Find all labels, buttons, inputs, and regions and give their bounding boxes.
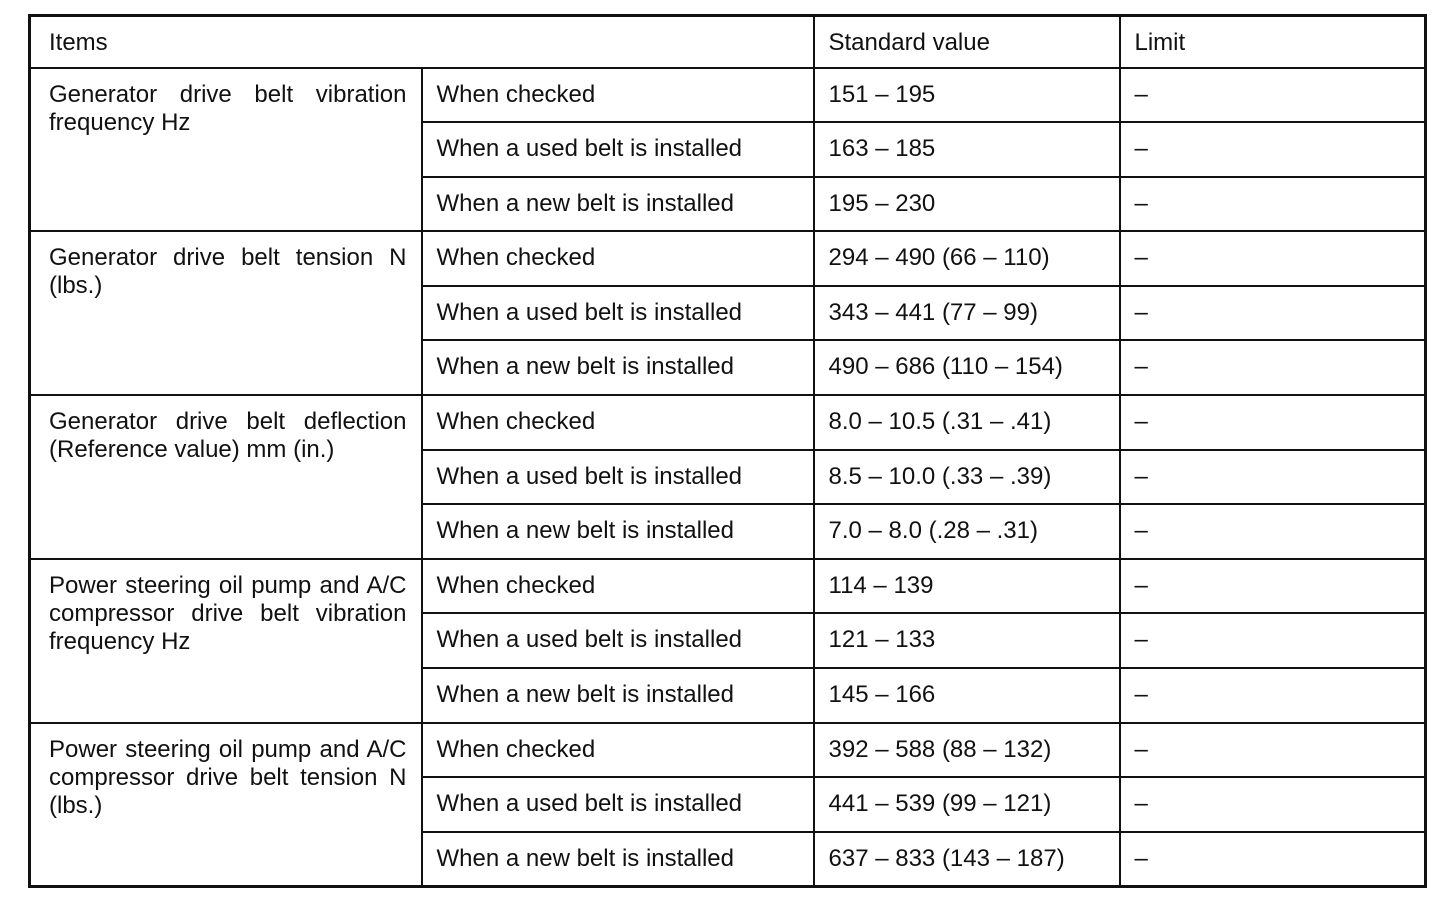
standard-value-cell: 7.0 – 8.0 (.28 – .31) <box>814 504 1120 559</box>
standard-value-cell: 392 – 588 (88 – 132) <box>814 723 1120 778</box>
condition-cell: When a new belt is installed <box>422 340 814 395</box>
limit-cell: – <box>1120 122 1426 177</box>
condition-cell: When a used belt is installed <box>422 777 814 832</box>
table-header-row <box>30 16 1426 68</box>
condition-cell: When a used belt is installed <box>422 122 814 177</box>
limit-cell: – <box>1120 559 1426 614</box>
table-row <box>30 395 1426 450</box>
limit-cell: – <box>1120 177 1426 232</box>
standard-value-cell: 163 – 185 <box>814 122 1120 177</box>
condition-cell: When a new belt is installed <box>422 177 814 232</box>
limit-cell: – <box>1120 395 1426 450</box>
standard-value-cell: 145 – 166 <box>814 668 1120 723</box>
standard-value-cell: 441 – 539 (99 – 121) <box>814 777 1120 832</box>
limit-cell: – <box>1120 832 1426 887</box>
condition-cell: When a new belt is installed <box>422 668 814 723</box>
item-name-cell: Generator drive belt deflection (Reference value) mm (in.) <box>30 395 422 559</box>
standard-value-cell: 195 – 230 <box>814 177 1120 232</box>
condition-cell: When a used belt is installed <box>422 450 814 505</box>
limit-header: Limit <box>1120 16 1426 68</box>
standard-value-cell: 8.0 – 10.5 (.31 – .41) <box>814 395 1120 450</box>
condition-cell: When a new belt is installed <box>422 504 814 559</box>
limit-cell: – <box>1120 286 1426 341</box>
standard-value-cell: 343 – 441 (77 – 99) <box>814 286 1120 341</box>
item-name-cell: Power steering oil pump and A/C compressor drive belt tension N (lbs.) <box>30 723 422 887</box>
condition-cell: When a used belt is installed <box>422 286 814 341</box>
limit-cell: – <box>1120 68 1426 123</box>
standard-value-cell: 294 – 490 (66 – 110) <box>814 231 1120 286</box>
limit-cell: – <box>1120 231 1426 286</box>
standard-value-cell: 114 – 139 <box>814 559 1120 614</box>
item-name-cell: Power steering oil pump and A/C compressor drive belt vibration frequency Hz <box>30 559 422 723</box>
items-header: Items <box>30 16 814 68</box>
limit-cell: – <box>1120 613 1426 668</box>
belt-spec-table <box>28 14 1427 888</box>
item-name-cell: Generator drive belt vibration frequency Hz <box>30 68 422 232</box>
standard-value-cell: 8.5 – 10.0 (.33 – .39) <box>814 450 1120 505</box>
table-row <box>30 68 1426 123</box>
condition-cell: When checked <box>422 231 814 286</box>
limit-cell: – <box>1120 668 1426 723</box>
condition-cell: When checked <box>422 68 814 123</box>
standard-value-cell: 637 – 833 (143 – 187) <box>814 832 1120 887</box>
limit-cell: – <box>1120 777 1426 832</box>
limit-cell: – <box>1120 504 1426 559</box>
condition-cell: When checked <box>422 723 814 778</box>
standard-value-cell: 121 – 133 <box>814 613 1120 668</box>
standard-value-header: Standard value <box>814 16 1120 68</box>
condition-cell: When a new belt is installed <box>422 832 814 887</box>
condition-cell: When checked <box>422 559 814 614</box>
limit-cell: – <box>1120 723 1426 778</box>
condition-cell: When a used belt is installed <box>422 613 814 668</box>
limit-cell: – <box>1120 450 1426 505</box>
standard-value-cell: 151 – 195 <box>814 68 1120 123</box>
table-row <box>30 723 1426 778</box>
table-body <box>30 68 1426 887</box>
table-row <box>30 231 1426 286</box>
item-name-cell: Generator drive belt tension N (lbs.) <box>30 231 422 395</box>
standard-value-cell: 490 – 686 (110 – 154) <box>814 340 1120 395</box>
table-row <box>30 559 1426 614</box>
limit-cell: – <box>1120 340 1426 395</box>
condition-cell: When checked <box>422 395 814 450</box>
